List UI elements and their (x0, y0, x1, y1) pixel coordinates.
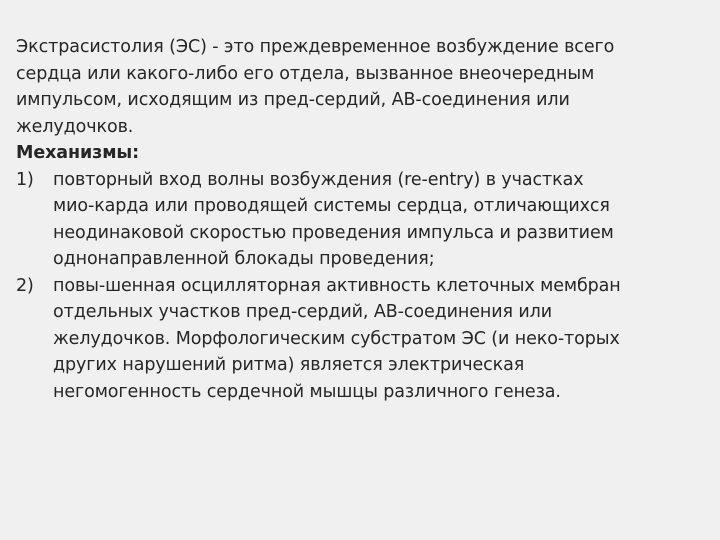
definition-line: сердца или какого-либо его отдела, вызванное внеочередным (16, 63, 595, 84)
definition-line: импульсом, исходящим из пред-сердий, АВ-соединения или (16, 90, 570, 110)
mechanisms-list (16, 167, 706, 406)
mechanism-line: негомогенность сердечной мышцы различного генеза. (53, 381, 561, 402)
slide-body (16, 34, 706, 405)
mechanism-line: однонаправленной блокады проведения; (53, 249, 435, 269)
mechanism-line: других нарушений ритма) является электрическая (53, 355, 525, 375)
mechanism-line: неодинаковой скоростью проведения импульса и развитием (53, 222, 614, 243)
definition-line: желудочков. (16, 116, 134, 137)
mechanism-line: отдельных участков пред-сердий, АВ-соединения или (53, 302, 553, 322)
definition-paragraph (16, 34, 706, 140)
mechanism-line: мио-карда или проводящей системы сердца, отличающихся (53, 196, 610, 216)
mechanism-number: 1) (16, 169, 34, 190)
mechanism-line: повторный вход волны возбуждения (re-entry) в участках (53, 169, 584, 190)
mechanism-line: желудочков. Морфологическим субстратом ЭС (и неко-торых (53, 328, 620, 349)
mechanism-item-1 (16, 167, 706, 273)
definition-line: Экстрасистолия (ЭС) - это преждевременное возбуждение всего (16, 37, 615, 57)
mechanisms-heading: Механизмы: (16, 143, 140, 163)
mechanism-number: 2) (16, 275, 34, 296)
mechanism-item-2 (16, 273, 706, 406)
mechanism-line: повы-шенная осцилляторная активность клеточных мембран (53, 275, 621, 296)
